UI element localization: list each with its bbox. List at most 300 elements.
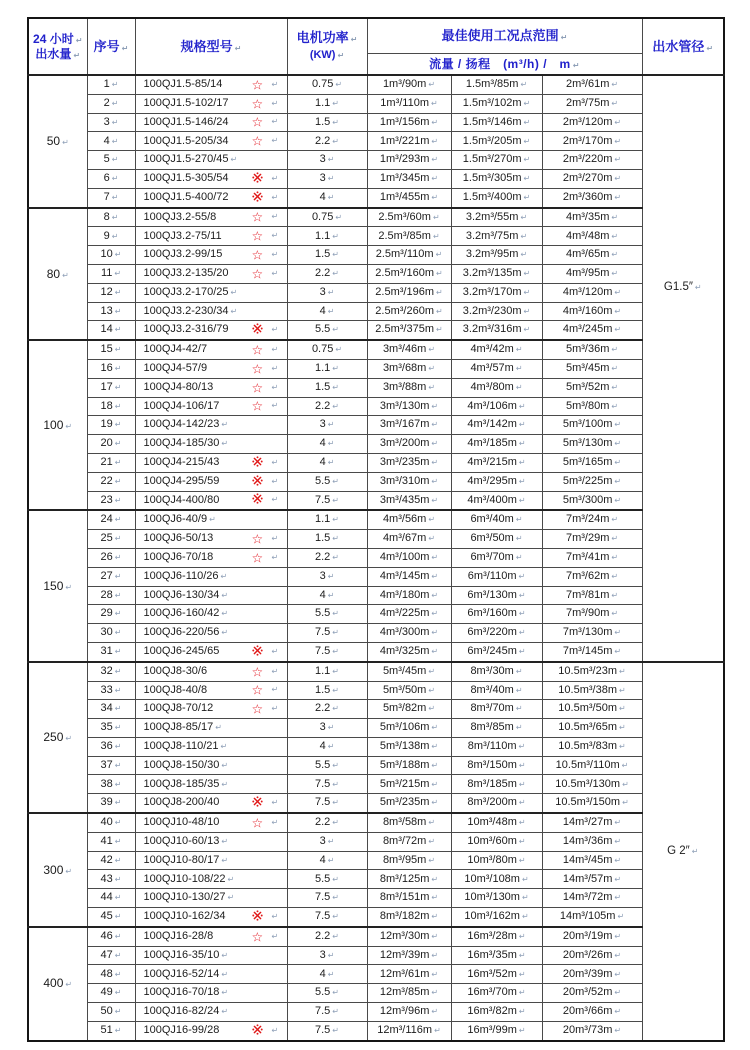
flow-head-cell-3-text: 5m³/100m — [562, 418, 613, 431]
table-row — [28, 416, 724, 435]
row-number-cell — [87, 756, 135, 775]
paragraph-mark: ↵ — [622, 779, 629, 789]
paragraph-mark: ↵ — [271, 911, 279, 921]
paragraph-mark: ↵ — [332, 798, 339, 808]
paragraph-mark: ↵ — [221, 837, 229, 846]
table-row — [28, 567, 724, 586]
row-number-cell-text: 1 — [103, 78, 110, 91]
flow-head-cell-3-text: 4m³/65m — [565, 248, 610, 261]
header-flow-head-units: 流量 / 扬程 (m³/h) / m ↵ — [367, 54, 642, 76]
row-number-cell-text: 42 — [100, 853, 113, 866]
flow-head-cell-3 — [542, 605, 642, 624]
paragraph-mark: ↵ — [518, 420, 526, 430]
flow-head-cell-1 — [367, 813, 451, 832]
model-text: 100QJ16-52/14 — [143, 967, 220, 980]
flow-head-cell-3-text: 2m³/61m — [565, 78, 610, 91]
paragraph-mark: ↵ — [230, 306, 238, 316]
row-number-cell — [87, 832, 135, 851]
row-number-cell-text: 50 — [100, 1005, 113, 1018]
row-number-cell-text: 29 — [100, 607, 113, 620]
row-number-cell — [87, 737, 135, 756]
star-icon: ☆ — [251, 247, 264, 263]
flow-head-cell-3 — [542, 246, 642, 265]
paragraph-mark: ↵ — [436, 287, 443, 297]
daily-output-cell — [28, 813, 87, 927]
flow-head-cell-3-text: 10.5m³/110m — [555, 758, 620, 771]
flow-head-cell-1 — [367, 908, 451, 927]
daily-output-cell — [28, 340, 87, 510]
power-kw-cell-text: 2.2 — [315, 399, 331, 412]
flow-head-cell-2 — [451, 832, 542, 851]
flow-head-cell-2 — [451, 813, 542, 832]
model-text: 100QJ8-30/6 — [143, 664, 208, 677]
table-row — [28, 302, 724, 321]
paragraph-mark: ↵ — [611, 231, 619, 241]
row-number-cell-text: 47 — [100, 948, 113, 961]
flow-head-cell-3-text: 7m³/145m — [562, 645, 613, 658]
star-icon: ☆ — [251, 701, 264, 717]
flow-head-cell-1-text: 3m³/130m — [379, 399, 430, 412]
flow-head-cell-1-text: 3m³/310m — [379, 474, 430, 487]
paragraph-mark: ↵ — [327, 287, 335, 297]
table-row — [28, 208, 724, 227]
pipe-size-cell-text: G1.5″ — [663, 281, 693, 293]
model-cell — [135, 472, 287, 491]
paragraph-mark: ↵ — [518, 571, 526, 581]
model-text: 100QJ10-48/10 — [143, 816, 220, 829]
paragraph-mark: ↵ — [271, 703, 279, 713]
paragraph-mark: ↵ — [65, 980, 73, 990]
paragraph-mark: ↵ — [428, 685, 436, 695]
paragraph-mark: ↵ — [114, 420, 122, 430]
model-text: 100QJ3.2-170/25 — [143, 285, 229, 298]
power-kw-cell — [287, 227, 367, 246]
daily-output-cell — [28, 208, 87, 341]
flow-head-cell-2-text: 6m³/130m — [467, 588, 517, 601]
model-cell — [135, 283, 287, 302]
flow-head-cell-2-text: 10m³/108m — [464, 872, 520, 885]
flow-head-cell-3-text: 4m³/35m — [565, 210, 610, 223]
flow-head-cell-3 — [542, 586, 642, 605]
power-kw-cell-text: 1.5 — [315, 683, 331, 696]
flow-head-cell-3 — [542, 832, 642, 851]
model-cell — [135, 775, 287, 794]
paragraph-mark: ↵ — [114, 912, 122, 922]
row-number-cell — [87, 965, 135, 984]
flow-head-cell-1 — [367, 208, 451, 227]
star-icon: ☆ — [251, 342, 264, 358]
flow-head-cell-3-text: 20m³/19m — [562, 929, 613, 942]
power-kw-cell — [287, 321, 367, 340]
flow-head-cell-1 — [367, 756, 451, 775]
model-cell — [135, 510, 287, 529]
model-cell — [135, 662, 287, 681]
flow-head-cell-1 — [367, 491, 451, 510]
model-text: 100QJ6-40/9 — [143, 513, 208, 526]
flow-head-cell-1 — [367, 624, 451, 643]
model-cell — [135, 94, 287, 113]
model-text: 100QJ3.2-316/79 — [143, 323, 229, 336]
flow-head-cell-2 — [451, 889, 542, 908]
paragraph-mark: ↵ — [515, 515, 523, 525]
paragraph-mark: ↵ — [221, 969, 229, 979]
power-kw-cell — [287, 510, 367, 529]
paragraph-mark: ↵ — [332, 269, 339, 279]
paragraph-mark: ↵ — [271, 552, 279, 562]
flow-head-cell-3 — [542, 416, 642, 435]
flow-head-cell-2-text: 6m³/50m — [470, 532, 514, 545]
power-kw-cell-text: 3 — [319, 835, 326, 847]
paragraph-mark: ↵ — [614, 420, 622, 430]
row-number-cell — [87, 908, 135, 927]
flow-head-cell-2-text: 16m³/28m — [467, 929, 517, 942]
power-kw-cell-text: 7.5 — [315, 645, 331, 658]
model-text: 100QJ16-28/8 — [143, 929, 214, 942]
paragraph-mark: ↵ — [114, 250, 122, 260]
flow-head-cell-2-text: 16m³/82m — [467, 1005, 517, 1018]
power-kw-cell-text: 2.2 — [315, 551, 331, 564]
paragraph-mark: ↵ — [521, 912, 529, 922]
model-text: 100QJ6-110/26 — [143, 569, 219, 582]
model-cell — [135, 151, 287, 170]
flow-head-cell-2 — [451, 794, 542, 813]
power-kw-cell-text: 1.1 — [315, 96, 331, 109]
paragraph-mark: ↵ — [611, 250, 619, 260]
paragraph-mark: ↵ — [62, 137, 69, 147]
paragraph-mark: ↵ — [332, 647, 339, 657]
flow-head-cell-2 — [451, 586, 542, 605]
row-number-cell-text: 39 — [100, 796, 113, 809]
paragraph-mark: ↵ — [614, 647, 622, 657]
power-kw-cell — [287, 567, 367, 586]
flow-head-cell-2-text: 6m³/160m — [467, 607, 517, 620]
flow-head-cell-3 — [542, 927, 642, 946]
power-kw-cell — [287, 1021, 367, 1040]
paragraph-mark: ↵ — [332, 117, 339, 127]
star-icon: ☆ — [251, 815, 264, 831]
paragraph-mark: ↵ — [271, 192, 279, 202]
flow-head-cell-3 — [542, 94, 642, 113]
paragraph-mark: ↵ — [121, 43, 129, 53]
row-number-cell — [87, 208, 135, 227]
model-cell — [135, 870, 287, 889]
row-number-cell — [87, 113, 135, 132]
row-number-cell-text: 18 — [100, 399, 113, 412]
paragraph-mark: ↵ — [271, 136, 279, 146]
model-cell — [135, 188, 287, 207]
row-number-cell — [87, 700, 135, 719]
flow-head-cell-1-text: 4m³/180m — [379, 588, 430, 601]
paragraph-mark: ↵ — [611, 609, 619, 619]
row-number-cell — [87, 510, 135, 529]
paragraph-mark: ↵ — [114, 571, 122, 581]
model-text: 100QJ1.5-85/14 — [143, 78, 223, 91]
paragraph-mark: ↵ — [111, 136, 119, 146]
model-cell — [135, 321, 287, 340]
paragraph-mark: ↵ — [614, 495, 622, 505]
flow-head-cell-2 — [451, 264, 542, 283]
flow-head-cell-1-text: 1m³/110m — [380, 96, 429, 109]
row-number-cell — [87, 681, 135, 700]
model-text: 100QJ3.2-75/11 — [143, 229, 222, 242]
pipe-size-cell — [642, 75, 724, 662]
row-number-cell-text: 8 — [103, 210, 110, 223]
model-text: 100QJ8-150/30 — [143, 758, 220, 771]
paragraph-mark: ↵ — [431, 553, 439, 563]
paragraph-mark: ↵ — [114, 325, 122, 335]
model-text: 100QJ6-160/42 — [143, 607, 220, 620]
model-cell — [135, 227, 287, 246]
flow-head-cell-2 — [451, 567, 542, 586]
paragraph-mark: ↵ — [614, 837, 622, 846]
flow-head-cell-1 — [367, 548, 451, 567]
flow-head-cell-1 — [367, 681, 451, 700]
paragraph-mark: ↵ — [114, 401, 122, 411]
flow-head-cell-1 — [367, 870, 451, 889]
table-row — [28, 586, 724, 605]
flow-head-cell-1-text: 3m³/46m — [382, 343, 427, 356]
paragraph-mark: ↵ — [436, 269, 443, 279]
flow-head-cell-3-text: 7m³/81m — [565, 588, 610, 601]
paragraph-mark: ↵ — [114, 476, 122, 486]
paragraph-mark: ↵ — [271, 382, 279, 392]
paragraph-mark: ↵ — [431, 874, 439, 884]
row-number-cell-text: 34 — [100, 702, 113, 715]
paragraph-mark: ↵ — [619, 723, 626, 733]
flow-head-cell-2-text: 3.2m³/230m — [462, 304, 522, 317]
table-row — [28, 927, 724, 946]
paragraph-mark: ↵ — [221, 609, 229, 619]
paragraph-mark: ↵ — [114, 837, 122, 846]
paragraph-mark: ↵ — [332, 988, 339, 998]
table-row — [28, 227, 724, 246]
paragraph-mark: ↵ — [428, 534, 436, 544]
paragraph-mark: ↵ — [65, 421, 73, 431]
flow-head-cell-2-text: 4m³/42m — [470, 343, 514, 356]
row-number-cell — [87, 283, 135, 302]
star-icon: ☆ — [251, 682, 264, 698]
table-row — [28, 965, 724, 984]
table-row — [28, 946, 724, 965]
flow-head-cell-1-text: 1m³/156m — [379, 115, 430, 128]
power-kw-cell — [287, 775, 367, 794]
flow-head-cell-1-text: 4m³/56m — [382, 513, 427, 526]
flow-head-cell-3 — [542, 321, 642, 340]
reference-mark-icon — [252, 1024, 263, 1038]
paragraph-mark: ↵ — [114, 931, 122, 941]
flow-head-cell-3 — [542, 359, 642, 378]
paragraph-mark: ↵ — [114, 950, 122, 960]
paragraph-mark: ↵ — [327, 420, 335, 430]
paragraph-mark: ↵ — [431, 723, 439, 733]
model-text: 100QJ1.5-205/34 — [143, 134, 229, 147]
flow-head-cell-2-text: 3.2m³/316m — [462, 323, 522, 336]
model-cell — [135, 624, 287, 643]
flow-head-cell-1 — [367, 586, 451, 605]
power-kw-cell — [287, 946, 367, 965]
flow-head-cell-2 — [451, 662, 542, 681]
paragraph-mark: ↵ — [335, 80, 343, 90]
model-text: 100QJ4-106/17 — [143, 399, 220, 412]
paragraph-mark: ↵ — [619, 666, 626, 676]
flow-head-cell-1 — [367, 851, 451, 870]
flow-head-cell-1-text: 4m³/100m — [379, 551, 430, 564]
paragraph-mark: ↵ — [611, 382, 619, 392]
paragraph-mark: ↵ — [518, 1025, 526, 1035]
paragraph-mark: ↵ — [271, 931, 279, 941]
paragraph-mark: ↵ — [271, 533, 279, 543]
table-row — [28, 908, 724, 927]
paragraph-mark: ↵ — [619, 742, 626, 752]
flow-head-cell-3 — [542, 169, 642, 188]
star-icon: ☆ — [251, 228, 264, 244]
row-number-cell — [87, 605, 135, 624]
row-number-cell — [87, 870, 135, 889]
header-serial: 序号 ↵ — [87, 18, 135, 75]
flow-head-cell-2-text: 10m³/80m — [467, 853, 517, 866]
power-kw-cell-text: 5.5 — [315, 474, 331, 487]
paragraph-mark: ↵ — [518, 760, 526, 770]
paragraph-mark: ↵ — [114, 439, 122, 449]
paragraph-mark: ↵ — [114, 628, 122, 638]
reference-mark-icon — [252, 456, 263, 470]
paragraph-mark: ↵ — [515, 723, 523, 733]
flow-head-cell-1-text: 3m³/88m — [382, 380, 427, 393]
flow-head-cell-2-text: 8m³/70m — [470, 702, 514, 715]
flow-head-cell-3-text: 7m³/24m — [565, 513, 610, 526]
flow-head-cell-2 — [451, 851, 542, 870]
model-cell — [135, 359, 287, 378]
flow-head-cell-3 — [542, 775, 642, 794]
paragraph-mark: ↵ — [523, 117, 531, 127]
table-row — [28, 378, 724, 397]
pump-specification-table — [27, 17, 725, 1042]
paragraph-mark: ↵ — [327, 439, 335, 449]
paragraph-mark: ↵ — [523, 98, 531, 108]
power-kw-cell — [287, 605, 367, 624]
flow-head-cell-2-text: 1.5m³/85m — [465, 78, 519, 91]
power-kw-cell — [287, 435, 367, 454]
paragraph-mark: ↵ — [518, 458, 526, 468]
paragraph-mark: ↵ — [611, 80, 619, 90]
paragraph-mark: ↵ — [271, 325, 279, 335]
row-number-cell — [87, 453, 135, 472]
paragraph-mark: ↵ — [327, 723, 335, 733]
flow-head-cell-3 — [542, 548, 642, 567]
flow-head-cell-2 — [451, 416, 542, 435]
paragraph-mark: ↵ — [332, 364, 339, 374]
reference-mark-icon — [252, 493, 263, 507]
model-text: 100QJ16-99/28 — [143, 1023, 220, 1036]
table-row — [28, 605, 724, 624]
table-row — [28, 94, 724, 113]
flow-head-cell-3 — [542, 984, 642, 1003]
reference-mark-icon — [252, 172, 263, 186]
model-cell — [135, 794, 287, 813]
table-row — [28, 870, 724, 889]
model-cell — [135, 984, 287, 1003]
model-cell — [135, 1003, 287, 1022]
paragraph-mark: ↵ — [431, 155, 439, 165]
flow-head-cell-1-text: 1m³/90m — [382, 78, 427, 91]
flow-head-cell-1 — [367, 927, 451, 946]
power-kw-cell — [287, 113, 367, 132]
table-row — [28, 1003, 724, 1022]
row-number-cell-text: 30 — [100, 626, 113, 639]
row-number-cell — [87, 775, 135, 794]
flow-head-cell-3 — [542, 737, 642, 756]
paragraph-mark: ↵ — [221, 779, 229, 789]
model-cell — [135, 700, 287, 719]
paragraph-mark: ↵ — [114, 495, 122, 505]
paragraph-mark: ↵ — [114, 382, 122, 392]
paragraph-mark: ↵ — [221, 988, 229, 998]
paragraph-mark: ↵ — [332, 553, 339, 563]
flow-head-cell-2-text: 4m³/185m — [467, 437, 517, 450]
table-row — [28, 151, 724, 170]
paragraph-mark: ↵ — [431, 893, 439, 903]
paragraph-mark: ↵ — [611, 590, 619, 600]
model-cell — [135, 169, 287, 188]
paragraph-mark: ↵ — [114, 798, 122, 808]
power-kw-cell-text: 7.5 — [315, 1005, 331, 1018]
paragraph-mark: ↵ — [431, 420, 439, 430]
model-cell — [135, 965, 287, 984]
flow-head-cell-1 — [367, 1021, 451, 1040]
flow-head-cell-2 — [451, 737, 542, 756]
paragraph-mark: ↵ — [432, 231, 440, 241]
model-cell — [135, 113, 287, 132]
row-number-cell — [87, 75, 135, 94]
paragraph-mark: ↵ — [518, 969, 526, 979]
model-text: 100QJ4-57/9 — [143, 362, 208, 375]
power-kw-cell — [287, 813, 367, 832]
flow-head-cell-2 — [451, 719, 542, 738]
row-number-cell — [87, 359, 135, 378]
flow-head-cell-1 — [367, 132, 451, 151]
paragraph-mark: ↵ — [614, 1025, 622, 1035]
flow-head-cell-3 — [542, 208, 642, 227]
table-row — [28, 435, 724, 454]
power-kw-cell-text: 1.5 — [315, 532, 331, 545]
flow-head-cell-1-text: 12m³/30m — [379, 929, 430, 942]
flow-head-cell-2 — [451, 1021, 542, 1040]
row-number-cell — [87, 246, 135, 265]
row-number-cell-text: 25 — [100, 532, 113, 545]
paragraph-mark: ↵ — [431, 439, 439, 449]
model-text: 100QJ10-162/34 — [143, 910, 226, 923]
paragraph-mark: ↵ — [114, 609, 122, 619]
paragraph-mark: ↵ — [431, 571, 439, 581]
paragraph-mark: ↵ — [515, 704, 523, 714]
flow-head-cell-2 — [451, 169, 542, 188]
flow-head-cell-1-text: 5m³/138m — [379, 740, 430, 753]
model-cell — [135, 397, 287, 416]
flow-head-cell-3-text: 2m³/120m — [562, 115, 613, 128]
model-text: 100QJ16-35/10 — [143, 948, 220, 961]
paragraph-mark: ↵ — [428, 515, 436, 525]
flow-head-cell-2 — [451, 700, 542, 719]
model-cell — [135, 548, 287, 567]
flow-head-cell-3 — [542, 1021, 642, 1040]
flow-head-cell-2-text: 6m³/110m — [467, 569, 517, 582]
flow-head-cell-3 — [542, 340, 642, 359]
flow-head-cell-3 — [542, 681, 642, 700]
row-number-cell — [87, 946, 135, 965]
paragraph-mark: ↵ — [431, 779, 439, 789]
table-row — [28, 832, 724, 851]
row-number-cell-text: 23 — [100, 493, 113, 506]
